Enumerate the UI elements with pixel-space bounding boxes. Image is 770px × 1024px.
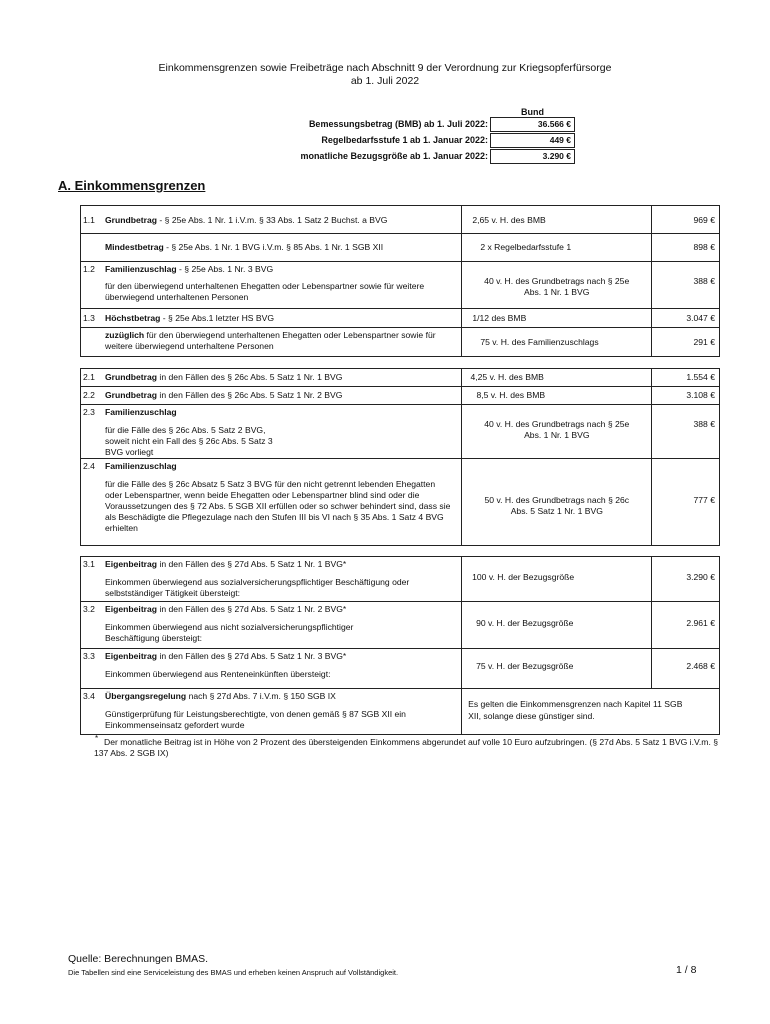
footnote-text: Der monatliche Beitrag ist in Höhe von 2 Prozent des übersteigenden Einkommens abgerundet auf volle 10 Euro aufzubringen. (§ 27d Abs. 5 Satz 1 BVG i.V.m. § 137 Abs. 2 SGB IX): [94, 737, 719, 758]
regelbedarf-label: Regelbedarfsstufe 1 ab 1. Januar 2022:: [321, 135, 488, 145]
row-amount: 2.961 €: [686, 618, 715, 628]
table-row: [81, 689, 720, 735]
row-text: - § 25e Abs. 1 Nr. 1 i.V.m. § 33 Abs. 1 Satz 2 Buchst. a BVG: [157, 215, 388, 225]
row-title: Übergangsregelung: [105, 691, 187, 701]
row-text: in den Fällen des § 26c Abs. 5 Satz 1 Nr. 1 BVG: [157, 372, 343, 382]
row-number: 2.1: [83, 372, 95, 382]
row-basis: 8,5 v. H. des BMB: [476, 390, 546, 400]
row-detail: Einkommen überwiegend aus nicht sozialversicherungspflichtiger Beschäftigung übersteigt:: [105, 622, 354, 643]
regelbedarf-value: 449 €: [490, 133, 575, 148]
row-basis: 4,25 v. H. des BMB: [470, 372, 544, 382]
row-detail: für die Fälle des § 26c Abs. 5 Satz 2 BVG, soweit nicht ein Fall des § 26c Abs. 5 Satz 3 BVG vorliegt: [105, 425, 273, 457]
document-title: Einkommensgrenzen sowie Freibeträge nach Abschnitt 9 der Verordnung zur Kriegsopferfürsorge: [158, 62, 612, 74]
table-row: [81, 387, 720, 405]
row-detail: Günstigerprüfung für Leistungsberechtigte, von denen gemäß § 87 SGB XII ein Einkommenseinsatz gefordert wurde: [105, 709, 406, 730]
row-basis: 75 v. H. der Bezugsgröße: [476, 661, 574, 671]
row-number: 2.3: [83, 407, 95, 417]
row-detail: für die Fälle des § 26c Absatz 5 Satz 3 BVG für den nicht getrennt lebenden Ehegatten oder Lebenspartner, wenn beide Ehegatten oder Lebenspartner blind sind oder die Voraussetzungen des § 72 Abs. 5 SGB XII erfüllen oder so schwer behindert sind, dass sie als Beschädigte die Pflegezulage nach den Stufen III bis VI nach § 35 Abs. 1 Satz 4 BVG erhielten: [105, 479, 451, 533]
table-row: [81, 459, 720, 546]
row-basis: 1/12 des BMB: [472, 313, 527, 323]
row-title: Eigenbeitrag: [105, 559, 158, 569]
row-basis: 2,65 v. H. des BMB: [472, 215, 546, 225]
table-row: [81, 328, 720, 357]
page-number: 1 / 8: [676, 964, 697, 976]
row-text: in den Fällen des § 26c Abs. 5 Satz 1 Nr. 2 BVG: [157, 390, 343, 400]
row-amount: 969 €: [693, 215, 715, 225]
document-subtitle: ab 1. Juli 2022: [350, 75, 420, 87]
row-amount: 388 €: [693, 276, 715, 286]
row-title: Eigenbeitrag: [105, 651, 158, 661]
table-row: [81, 262, 720, 309]
row-number: 3.3: [83, 651, 95, 661]
source-note: Quelle: Berechnungen BMAS.: [68, 953, 209, 965]
row-title: Grundbetrag: [105, 390, 158, 400]
row-detail: für den überwiegend unterhaltenen Ehegatten oder Lebenspartner sowie für weitere überwiegend unterhaltenen Personen: [105, 281, 425, 302]
row-basis: 2 x Regelbedarfsstufe 1: [480, 242, 572, 252]
row-number: 2.4: [83, 461, 95, 471]
table-section-1: [80, 205, 720, 357]
row-basis: 100 v. H. der Bezugsgröße: [472, 572, 575, 582]
row-title: Familienzuschlag: [105, 407, 177, 417]
row-amount: 3.108 €: [686, 390, 715, 400]
footnote-mark: *: [95, 734, 99, 743]
table-row: [81, 369, 720, 387]
row-number: 3.4: [83, 691, 95, 701]
bmb-label: Bemessungsbetrag (BMB) ab 1. Juli 2022:: [308, 119, 488, 129]
row-text: für den überwiegend unterhaltenen Ehegatten oder Lebenspartner sowie für weitere überwiegend unterhaltene Personen: [105, 330, 436, 351]
row-text: in den Fällen des § 27d Abs. 5 Satz 1 Nr. 3 BVG*: [157, 651, 347, 661]
table-section-2: [80, 368, 720, 546]
row-text: nach § 27d Abs. 7 i.V.m. § 150 SGB IX: [186, 691, 336, 701]
row-title: Mindestbetrag: [105, 242, 164, 252]
row-title: Grundbetrag: [105, 372, 158, 382]
row-basis: 40 v. H. des Grundbetrags nach § 25e Abs. 1 Nr. 1 BVG: [484, 276, 630, 297]
row-title: zuzüglich: [105, 330, 145, 340]
row-amount: 291 €: [693, 337, 715, 347]
row-amount: 2.468 €: [686, 661, 715, 671]
row-title: Familienzuschlag: [105, 264, 177, 274]
bezugsgroesse-label: monatliche Bezugsgröße ab 1. Januar 2022:: [300, 151, 488, 161]
bund-column-label: Bund: [521, 107, 544, 117]
table-row: [81, 405, 720, 459]
table-section-3: [80, 556, 720, 735]
row-title: Grundbetrag: [105, 215, 158, 225]
bezugsgroesse-value: 3.290 €: [490, 149, 575, 164]
row-amount: 777 €: [693, 495, 715, 505]
disclaimer: Die Tabellen sind eine Serviceleistung des BMAS und erheben keinen Anspruch auf Vollständigkeit.: [68, 968, 399, 977]
row-number: 1.3: [83, 313, 95, 323]
row-amount: 898 €: [693, 242, 715, 252]
row-amount: 388 €: [693, 419, 715, 429]
row-title: Familienzuschlag: [105, 461, 177, 471]
row-title: Eigenbeitrag: [105, 604, 158, 614]
row-basis: 50 v. H. des Grundbetrags nach § 26c Abs. 5 Satz 1 Nr. 1 BVG: [484, 495, 630, 516]
row-amount: 3.047 €: [686, 313, 715, 323]
table-row: [81, 234, 720, 262]
table-row: [81, 557, 720, 602]
row-text: - § 25e Abs. 1 Nr. 1 BVG i.V.m. § 85 Abs. 1 Nr. 1 SGB XII: [163, 242, 384, 252]
table-row: [81, 649, 720, 689]
row-basis: 90 v. H. der Bezugsgröße: [476, 618, 574, 628]
row-amount: 1.554 €: [686, 372, 715, 382]
row-text: - § 25e Abs. 1 Nr. 3 BVG: [176, 264, 274, 274]
row-basis: 40 v. H. des Grundbetrags nach § 25e Abs. 1 Nr. 1 BVG: [484, 419, 630, 440]
row-basis: Es gelten die Einkommensgrenzen nach Kapitel 11 SGB XII, solange diese günstiger sind.: [468, 699, 683, 721]
row-amount: 3.290 €: [686, 572, 715, 582]
row-text: in den Fällen des § 27d Abs. 5 Satz 1 Nr. 1 BVG*: [157, 559, 347, 569]
bmb-value: 36.566 €: [490, 117, 575, 132]
table-row: [81, 602, 720, 649]
row-basis: 75 v. H. des Familienzuschlags: [480, 337, 599, 347]
row-number: 2.2: [83, 390, 95, 400]
row-detail: Einkommen überwiegend aus Renteneinkünften übersteigt:: [105, 669, 331, 679]
row-number: 3.2: [83, 604, 95, 614]
table-row: [81, 206, 720, 234]
row-detail: Einkommen überwiegend aus sozialversicherungspflichtiger Beschäftigung oder selbstständiger Tätigkeit übersteigt:: [105, 577, 410, 598]
row-text: - § 25e Abs.1 letzter HS BVG: [160, 313, 275, 323]
row-number: 3.1: [83, 559, 95, 569]
row-number: 1.2: [83, 264, 95, 274]
row-text: in den Fällen des § 27d Abs. 5 Satz 1 Nr. 2 BVG*: [157, 604, 347, 614]
row-title: Höchstbetrag: [105, 313, 161, 323]
section-heading: A. Einkommensgrenzen: [58, 178, 206, 193]
table-row: [81, 309, 720, 328]
row-number: 1.1: [83, 215, 95, 225]
